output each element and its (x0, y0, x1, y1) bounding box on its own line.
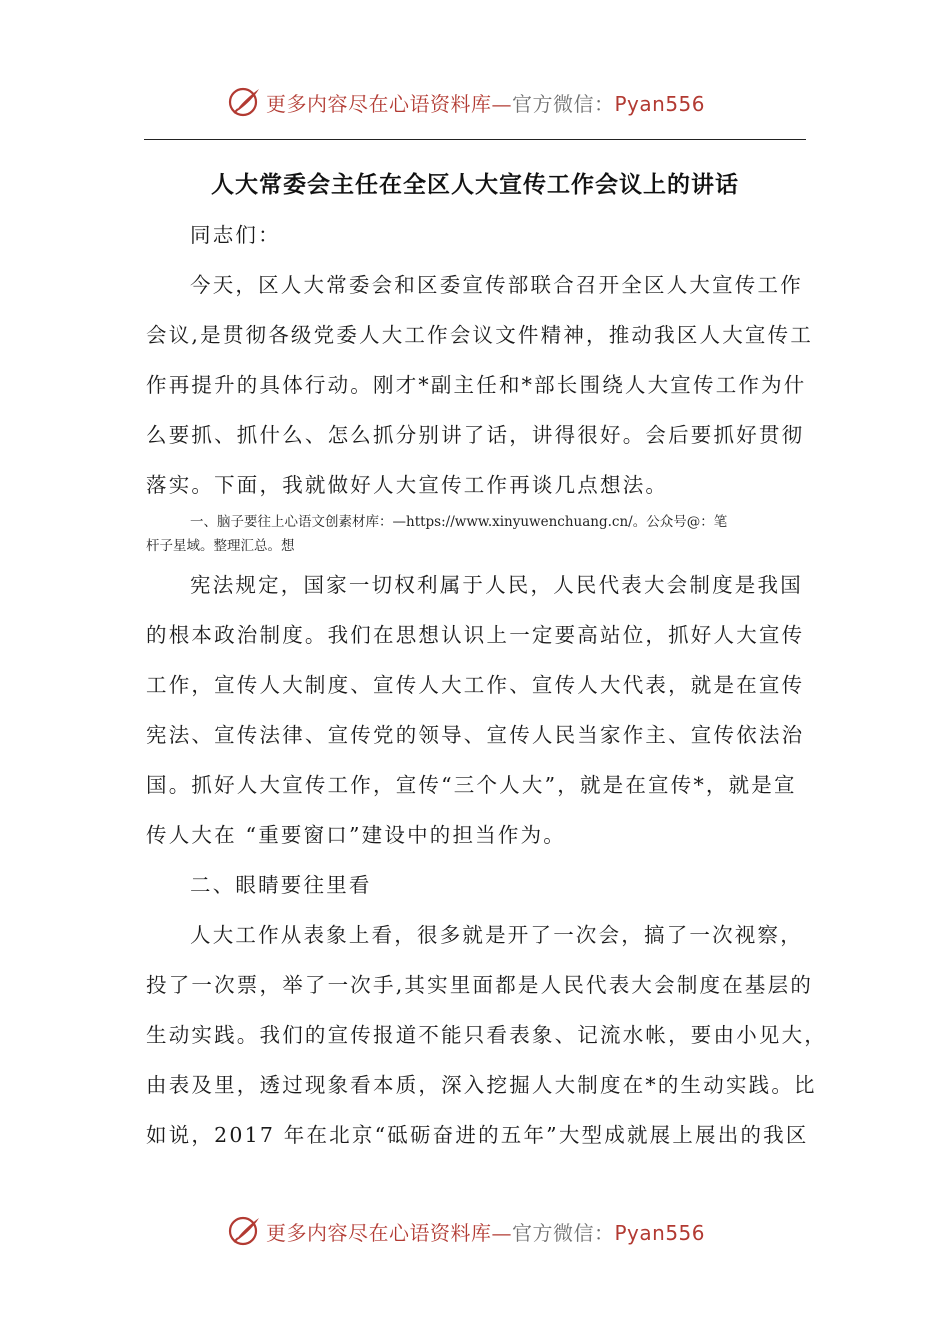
para3-line: 投了一次票，举了一次手,其实里面都是人民代表大会制度在基层的 (146, 973, 814, 997)
banner-wechat-id: Pyan556 (614, 1220, 706, 1245)
quill-logo-icon (228, 85, 262, 119)
para2-line: 宪法规定，国家一切权利属于人民，人民代表大会制度是我国 (190, 573, 803, 597)
footer-banner (228, 1211, 748, 1251)
para2-line: 国。抓好人大宣传工作，宣传“三个人大”，就是在宣传*，就是宣 (146, 773, 797, 797)
banner-main: 更多内容尽在心语资料库 (266, 91, 492, 116)
para3-line: 由表及里，透过现象看本质，深入挖掘人大制度在*的生动实践。比 (146, 1073, 817, 1097)
banner-dash: — (491, 91, 512, 116)
source-note: 杆子星域。整理汇总。想 (146, 538, 295, 554)
para3-line: 如说，2017 年在北京“砥砺奋进的五年”大型成就展上展出的我区 (146, 1123, 809, 1147)
para1-line: 落实。下面，我就做好人大宣传工作再谈几点想法。 (146, 473, 669, 497)
source-note: 一、脑子要往上心语文创素材库：—https://www.xinyuwenchuang.cn/。公众号@：笔 (190, 514, 728, 530)
banner-wechat-id: Pyan556 (614, 91, 706, 116)
para1-line: 么要抓、抓什么、怎么抓分别讲了话，讲得很好。会后要抓好贯彻 (146, 423, 805, 447)
page-title: 人大常委会主任在全区人大宣传工作会议上的讲话 (211, 172, 739, 198)
banner-dash: — (491, 1220, 512, 1245)
para3-line: 生动实践。我们的宣传报道不能只看表象、记流水帐，要由小见大， (146, 1023, 827, 1047)
para2-line: 传人大在 “重要窗口”建设中的担当作为。 (146, 823, 566, 847)
banner-wechat-label: 官方微信： (512, 1220, 615, 1245)
section-heading: 二、眼睛要往里看 (190, 873, 372, 897)
salutation: 同志们： (190, 223, 281, 247)
para1-line: 今天，区人大常委会和区委宣传部联合召开全区人大宣传工作 (190, 273, 803, 297)
quill-logo-icon (228, 1214, 262, 1248)
para2-line: 的根本政治制度。我们在思想认识上一定要高站位，抓好人大宣传 (146, 623, 805, 647)
para2-line: 工作，宣传人大制度、宣传人大工作、宣传人大代表，就是在宣传 (146, 673, 805, 697)
para3-line: 人大工作从表象上看，很多就是开了一次会，搞了一次视察， (190, 923, 803, 947)
banner-text (266, 1217, 705, 1246)
header-banner (228, 82, 748, 122)
banner-text (266, 88, 705, 117)
banner-main: 更多内容尽在心语资料库 (266, 1220, 492, 1245)
para1-line: 会议,是贯彻各级党委人大工作会议文件精神，推动我区人大宣传工 (146, 323, 814, 347)
para1-line: 作再提升的具体行动。刚才*副主任和*部长围绕人大宣传工作为什 (146, 373, 807, 397)
banner-wechat-label: 官方微信： (512, 91, 615, 116)
header-divider (144, 139, 806, 140)
para2-line: 宪法、宣传法律、宣传党的领导、宣传人民当家作主、宣传依法治 (146, 723, 805, 747)
